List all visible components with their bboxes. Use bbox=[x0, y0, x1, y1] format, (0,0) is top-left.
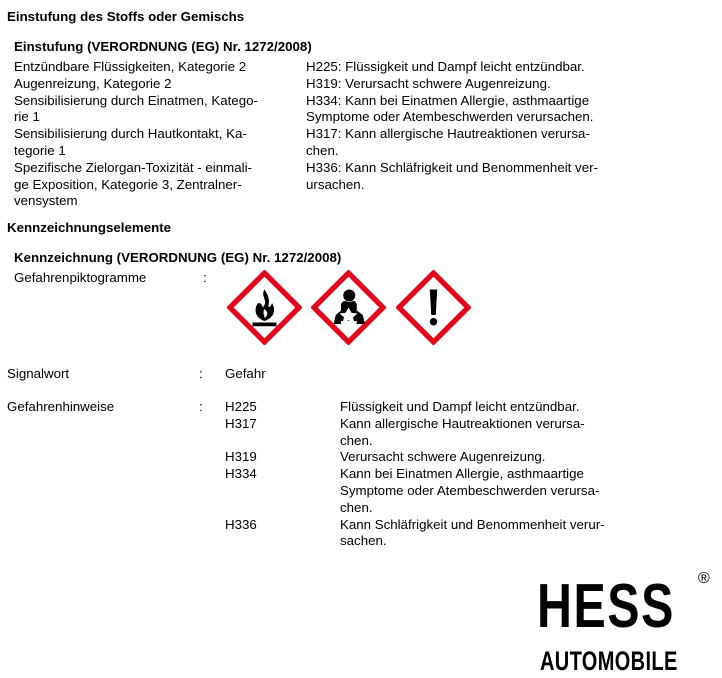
hazard-code: H334 bbox=[225, 466, 257, 482]
hazard-statement-line: H319: Verursacht schwere Augenreizung. bbox=[306, 75, 551, 91]
classification-line: Sensibilisierung durch Einatmen, Katego- bbox=[14, 92, 258, 108]
classification-line: tegorie 1 bbox=[14, 142, 66, 158]
exclamation-pictogram-icon bbox=[396, 270, 471, 345]
classification-left-column bbox=[14, 59, 258, 210]
hazard-text-line: Flüssigkeit und Dampf leicht entzündbar. bbox=[340, 399, 580, 414]
automobile-logo-text: AUTOMOBILE bbox=[540, 646, 678, 676]
hazard-statement-line: H225: Flüssigkeit und Dampf leicht entzündbar. bbox=[306, 59, 585, 74]
hazard-code: H225 bbox=[225, 399, 257, 414]
classification-line: rie 1 bbox=[14, 109, 40, 125]
labelling-title: Kennzeichnung (VERORDNUNG (EG) Nr. 1272/2008) bbox=[14, 250, 342, 265]
hazard-statement-line: H336: Kann Schläfrigkeit und Benommenheit ver- bbox=[306, 159, 598, 175]
signal-word-label: Signalwort bbox=[7, 366, 70, 381]
hazard-text-line: chen. bbox=[340, 432, 373, 448]
classification-right-column bbox=[306, 59, 598, 193]
hazard-code: H317 bbox=[225, 415, 257, 431]
hazard-statements-label: Gefahrenhinweise bbox=[7, 399, 115, 414]
classification-line: Sensibilisierung durch Hautkontakt, Ka- bbox=[14, 126, 247, 142]
classification-line: vensystem bbox=[14, 193, 78, 209]
hazard-code: H319 bbox=[225, 449, 257, 465]
classification-line: Entzündbare Flüssigkeiten, Kategorie 2 bbox=[14, 59, 247, 74]
classification-line: Augenreizung, Kategorie 2 bbox=[14, 75, 172, 91]
classification-line: ge Exposition, Kategorie 3, Zentralner- bbox=[14, 176, 242, 192]
hess-logo: HESS bbox=[537, 572, 675, 641]
hazard-text-line: Verursacht schwere Augenreizung. bbox=[340, 449, 546, 465]
section-title-labelling: Kennzeichnungselemente bbox=[7, 220, 172, 235]
flame-pictogram-icon bbox=[227, 270, 302, 345]
hazard-statements-colon: : bbox=[199, 399, 203, 414]
hazard-text-line: Symptome oder Atembeschwerden verursa- bbox=[340, 482, 600, 498]
pictograms-label: Gefahrenpiktogramme bbox=[14, 270, 147, 285]
hazard-statement-line: H317: Kann allergische Hautreaktionen verursa- bbox=[306, 126, 590, 142]
hazard-text-line: sachen. bbox=[340, 533, 387, 549]
section-title-classification: Einstufung des Stoffs oder Gemischs bbox=[7, 9, 245, 24]
hazard-text-line: chen. bbox=[340, 499, 373, 515]
registered-mark: ® bbox=[698, 570, 710, 587]
signal-word-value: Gefahr bbox=[225, 366, 266, 381]
pictograms-colon: : bbox=[203, 270, 207, 285]
classification-line: Spezifische Zielorgan-Toxizität - einmali- bbox=[14, 159, 252, 175]
hazard-text-line: Kann bei Einatmen Allergie, asthmaartige bbox=[340, 466, 584, 482]
hazard-statement-line: ursachen. bbox=[306, 176, 365, 192]
hazard-statement-line: Symptome oder Atembeschwerden verursachen. bbox=[306, 109, 594, 125]
hazard-text-line: Kann allergische Hautreaktionen verursa- bbox=[340, 415, 585, 431]
signal-word-colon: : bbox=[199, 366, 203, 381]
hazard-text-line: Kann Schläfrigkeit und Benommenheit verur- bbox=[340, 516, 605, 532]
health-hazard-pictogram-icon bbox=[311, 270, 386, 345]
hazard-text-column bbox=[340, 399, 605, 550]
hazard-statement-line: chen. bbox=[306, 142, 339, 158]
hazard-code: H336 bbox=[225, 516, 257, 532]
hazard-statement-line: H334: Kann bei Einatmen Allergie, asthmaartige bbox=[306, 92, 590, 108]
classification-title: Einstufung (VERORDNUNG (EG) Nr. 1272/2008) bbox=[14, 39, 312, 54]
hazard-code-column bbox=[225, 399, 257, 533]
